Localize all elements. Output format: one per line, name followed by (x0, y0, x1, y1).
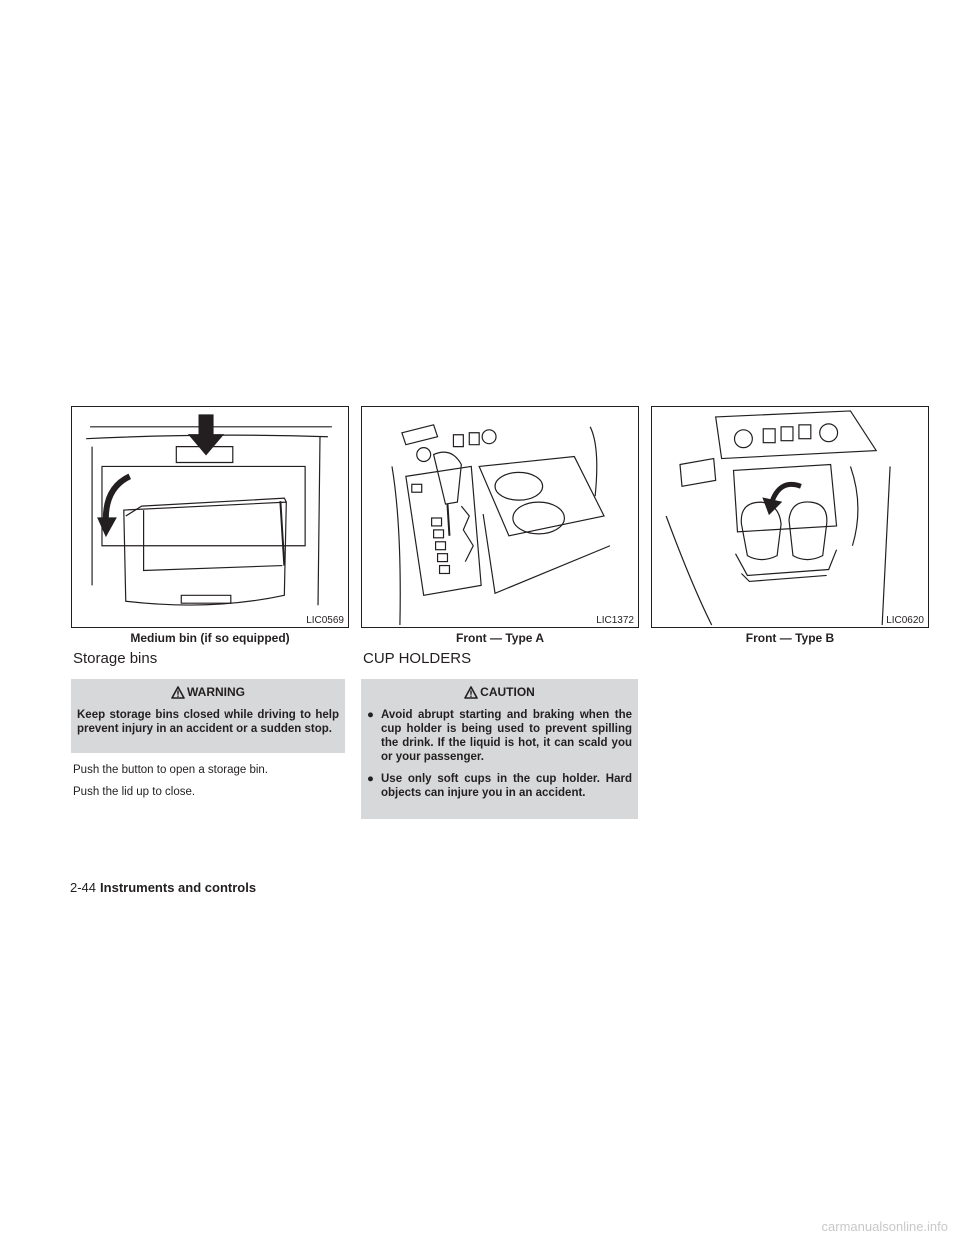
page-number: 2-44 (70, 880, 97, 895)
medium-bin-illustration (72, 407, 348, 627)
storage-paragraph-close: Push the lid up to close. (73, 786, 196, 798)
storage-paragraph-open: Push the button to open a storage bin. (73, 764, 269, 776)
caution-bullet-text: Use only soft cups in the cup holder. Hard objects can injure you in an accident. (381, 773, 632, 799)
warning-label: WARNING (187, 685, 245, 699)
figure-caption: Front — Type B (745, 631, 835, 645)
warning-box (71, 679, 345, 753)
footer-section-title: Instruments and controls (100, 880, 257, 895)
bullet-dot-icon: ● (367, 773, 374, 785)
caution-triangle-icon (464, 686, 478, 699)
warning-triangle-icon (171, 686, 185, 699)
cup-holder-type-a-illustration (362, 407, 638, 627)
cup-holders-title: CUP HOLDERS (363, 650, 472, 667)
figure-code: LIC1372 (596, 615, 634, 626)
figure-code: LIC0620 (886, 615, 924, 626)
caution-bullet-item (367, 708, 632, 764)
page-footer (70, 880, 256, 896)
figure-caption: Front — Type A (456, 631, 544, 645)
caution-bullet-item (367, 772, 632, 800)
figure-code: LIC0569 (306, 615, 344, 626)
warning-heading (77, 685, 339, 699)
cup-holder-type-b-illustration (652, 407, 928, 627)
caution-label: CAUTION (480, 685, 535, 699)
storage-bins-title: Storage bins (73, 650, 158, 667)
caution-box (361, 679, 638, 819)
figure-medium-bin (71, 406, 349, 628)
caution-heading (367, 685, 632, 699)
figure-caption: Medium bin (if so equipped) (130, 631, 290, 645)
warning-text: Keep storage bins closed while driving to help prevent injury in an accident or a sudden stop. (77, 709, 339, 735)
caution-bullet-text: Avoid abrupt starting and braking when the cup holder is being used to prevent spilling the drink. If the liquid is hot, it can scald you or your passenger. (381, 709, 632, 763)
figure-front-type-b (651, 406, 929, 628)
bullet-dot-icon: ● (367, 709, 374, 721)
figure-front-type-a (361, 406, 639, 628)
watermark: carmanualsonline.info (821, 1219, 948, 1234)
